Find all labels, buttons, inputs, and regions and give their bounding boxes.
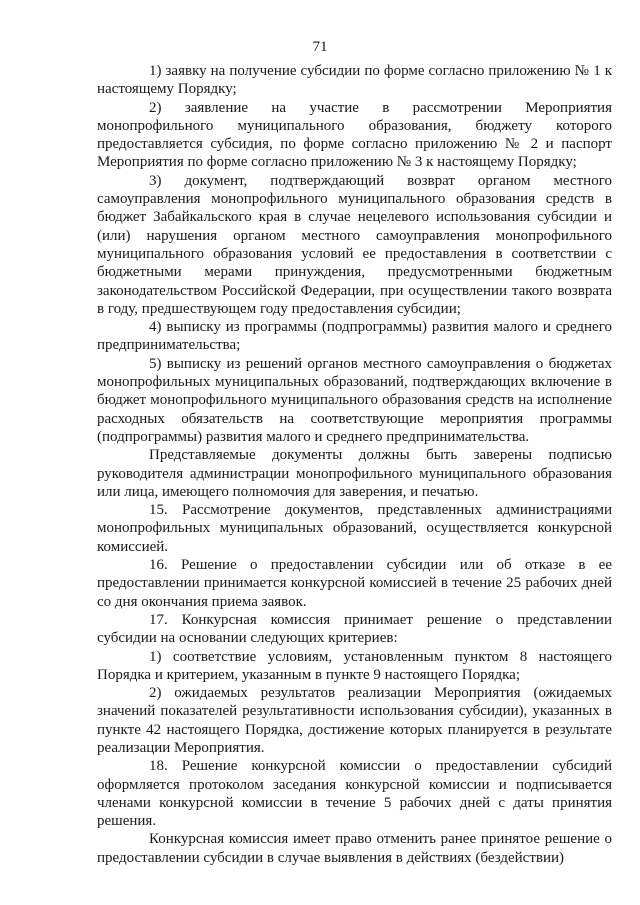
paragraph: 2) ожидаемых результатов реализации Мероприятия (ожидаемых значений показателей результативности использования субсидии), указанных в пункте 42 настоящего Порядка, достижение которых планируется в результате реализации Мероприятия. xyxy=(97,685,612,756)
paragraph: 1) соответствие условиям, установленным пунктом 8 настоящего Порядка и критерием, указанным в пункте 9 настоящего Порядка; xyxy=(97,648,612,683)
paragraph: 15. Рассмотрение документов, представленных администрациями монопрофильных муниципальных образований, осуществляется конкурсной комиссией. xyxy=(97,502,612,555)
paragraph: 18. Решение конкурсной комиссии о предоставлении субсидий оформляется протоколом заседания конкурсной комиссии и подписывается членами конкурсной комиссии в течение 5 рабочих дней с даты принятия решения. xyxy=(97,758,612,830)
paragraph: Представляемые документы должны быть заверены подписью руководителя администрации монопрофильного муниципального образования или лица, имеющего полномочия для заверения, и печатью. xyxy=(97,447,612,500)
page-number: 71 xyxy=(312,39,328,55)
paragraph: 17. Конкурсная комиссия принимает решение о представлении субсидии на основании следующих критериев: xyxy=(97,611,612,647)
paragraph: 2) заявление на участие в рассмотрении Мероприятия монопрофильного муниципального образования, бюджету которого предоставляется субсидия, по форме согласно приложению № 2 и паспорт Мероприятия по форме согласно приложению № 3 к настоящему Порядку; xyxy=(97,99,612,171)
paragraph: Конкурсная комиссия имеет право отменить ранее принятое решение о предоставлении субсидии в случае выявления в действиях (бездействии) xyxy=(97,831,612,866)
document-body xyxy=(97,62,612,867)
paragraph: 16. Решение о предоставлении субсидии или об отказе в ее предоставлении принимается конкурсной комиссией в течение 25 рабочих дней со дня окончания приема заявок. xyxy=(97,557,612,610)
paragraph: 3) документ, подтверждающий возврат органом местного самоуправления монопрофильного муниципального образования средств в бюджет Забайкальского края в случае нецелевого использования субсидии и (или) нарушения органом местного самоуправления монопрофильного муниципального образования условий ее предоставления в соответствии с бюджетными мерами принуждения, предусмотренными бюджетным законодательством Российской Федерации, при осуществлении такого возврата в году, предшествующем году предоставления субсидии; xyxy=(97,172,612,317)
paragraph: 4) выписку из программы (подпрограммы) развития малого и среднего предпринимательства; xyxy=(97,319,612,354)
paragraph: 1) заявку на получение субсидии по форме согласно приложению № 1 к настоящему Порядку; xyxy=(97,63,612,98)
paragraph: 5) выписку из решений органов местного самоуправления о бюджетах монопрофильных муниципальных образований, подтверждающих включение в бюджет монопрофильного муниципального образования средств на исполнение расходных обязательств на соответствующие мероприятия программы (подпрограммы) развития малого и среднего предпринимательства. xyxy=(97,355,612,445)
